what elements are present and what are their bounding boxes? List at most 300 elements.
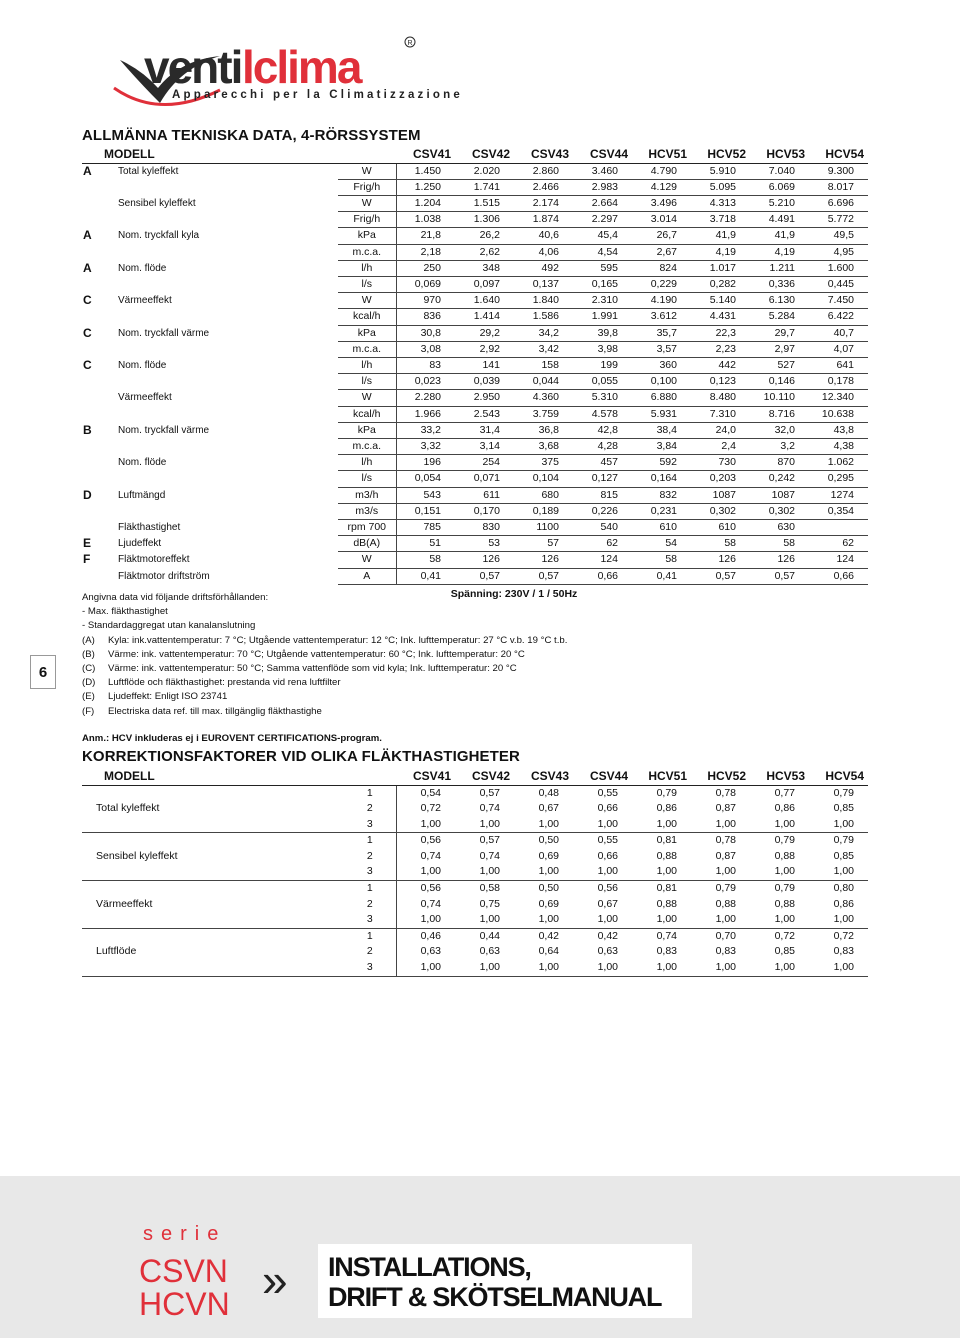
tech-row: [82, 195, 868, 211]
tech-row: [82, 536, 868, 552]
cell-value: 0,336: [750, 276, 809, 292]
cell-value: 4,95: [809, 244, 868, 260]
cell-value: 0,57: [514, 568, 573, 584]
row-unit: l/s: [338, 276, 396, 292]
logo-text-red: lclima: [242, 41, 361, 93]
cell-value: 49,5: [809, 228, 868, 244]
row-unit: W: [338, 163, 396, 179]
cell-value: 5.284: [750, 309, 809, 325]
row-letter: [82, 374, 118, 390]
speed-step: 3: [344, 912, 396, 928]
cell-value: 1.966: [396, 406, 455, 422]
header-model-col: HCV53: [750, 146, 809, 163]
cell-value: 8.480: [691, 390, 750, 406]
cell-value: 0,79: [715, 882, 736, 895]
cell-value: 0,56: [597, 882, 618, 895]
cell-value: 196: [396, 455, 455, 471]
tech-data-title: ALLMÄNNA TEKNISKA DATA, 4-RÖRSSYSTEM: [82, 127, 421, 144]
cell-value: 0,170: [455, 503, 514, 519]
cell-value: 7.450: [809, 293, 868, 309]
voltage-spec: Spänning: 230V / 1 / 50Hz: [450, 587, 578, 600]
cell-value: 832: [632, 487, 691, 503]
serie-label: serie: [143, 1223, 227, 1245]
cell-value: 0,64: [538, 945, 559, 958]
cell-value: 1,00: [691, 912, 750, 928]
cell-value: 360: [632, 357, 691, 373]
row-letter: [82, 341, 118, 357]
corr-row: [82, 785, 868, 801]
cell-value: 1,00: [632, 864, 691, 880]
cell-value: 31,4: [455, 422, 514, 438]
cell-value: 0,164: [632, 471, 691, 487]
cell-value: 5.095: [691, 179, 750, 195]
cell-value: 3.759: [514, 406, 573, 422]
row-letter: [82, 471, 118, 487]
tech-row: [82, 503, 868, 519]
cell-value: 126: [750, 552, 809, 568]
cell-value: [809, 519, 868, 535]
row-label: Nom. tryckfall kyla: [118, 230, 200, 242]
cell-value: 0,178: [809, 374, 868, 390]
row-letter: F: [83, 552, 91, 567]
cell-value: 1,00: [691, 864, 750, 880]
speed-step: 3: [344, 817, 396, 833]
cell-value: 2.297: [573, 212, 632, 228]
row-unit: rpm 700: [338, 519, 396, 535]
row-label: [118, 276, 338, 292]
cell-value: 1.062: [809, 455, 868, 471]
cell-value: 0,41: [632, 568, 691, 584]
cell-value: 0,78: [715, 834, 736, 847]
cell-value: 1,00: [455, 912, 514, 928]
cell-value: 34,2: [514, 325, 573, 341]
cell-value: 0,86: [774, 802, 795, 815]
speed-step: 1: [344, 833, 396, 849]
speed-step: 3: [344, 864, 396, 880]
row-unit: l/s: [338, 471, 396, 487]
row-label: [118, 179, 338, 195]
cell-value: 0,242: [750, 471, 809, 487]
header-model-col: CSV44: [573, 146, 632, 163]
cell-value: 1,00: [750, 912, 809, 928]
cell-value: 8.017: [809, 179, 868, 195]
row-label: Total kyleffekt: [118, 165, 179, 177]
row-letter: C: [83, 357, 92, 372]
speed-step: 2: [344, 897, 396, 913]
row-letter: [82, 309, 118, 325]
note-item: [82, 648, 567, 662]
speed-step: 1: [344, 881, 396, 897]
cell-value: 0,104: [514, 471, 573, 487]
cell-value: 0,63: [420, 945, 441, 958]
row-letter: B: [83, 422, 92, 437]
cell-value: 4,07: [809, 341, 868, 357]
cell-value: 0,071: [455, 471, 514, 487]
cell-value: 1.414: [455, 309, 514, 325]
cell-value: 0,83: [715, 945, 736, 958]
cell-value: 10.638: [809, 406, 868, 422]
cell-value: 0,74: [479, 802, 500, 815]
cell-value: 730: [691, 455, 750, 471]
cell-value: 2.664: [573, 195, 632, 211]
cell-value: 0,54: [420, 786, 441, 799]
cell-value: 0,67: [597, 897, 618, 910]
cell-value: 1.515: [455, 195, 514, 211]
cell-value: 51: [396, 536, 455, 552]
page-number: 6: [30, 655, 56, 689]
cell-value: 1.038: [396, 212, 455, 228]
row-letter: [82, 519, 118, 535]
cell-value: 2.950: [455, 390, 514, 406]
cell-value: 26,7: [632, 228, 691, 244]
cell-value: 0,57: [455, 568, 514, 584]
cell-value: 970: [396, 293, 455, 309]
cell-value: 2,62: [455, 244, 514, 260]
cell-value: 0,86: [833, 897, 854, 910]
cell-value: 1.600: [809, 260, 868, 276]
speed-step: 1: [344, 785, 396, 801]
cell-value: 1,00: [809, 864, 868, 880]
cell-value: 348: [455, 260, 514, 276]
cell-value: 0,75: [479, 897, 500, 910]
cell-value: 7.310: [691, 406, 750, 422]
cell-value: 33,2: [396, 422, 455, 438]
cell-value: 0,83: [656, 945, 677, 958]
tech-row: [82, 374, 868, 390]
cell-value: 1,00: [809, 817, 868, 833]
cell-value: 4.190: [632, 293, 691, 309]
svg-text:R: R: [407, 40, 413, 47]
manual-title-line2: DRIFT & SKÖTSELMANUAL: [328, 1282, 662, 1312]
cell-value: 0,41: [396, 568, 455, 584]
row-label: [118, 212, 338, 228]
model-hcvn: HCVN: [139, 1286, 230, 1322]
cell-value: 62: [809, 536, 868, 552]
cell-value: 0,63: [479, 945, 500, 958]
row-letter: E: [83, 536, 92, 551]
row-unit: W: [338, 293, 396, 309]
cell-value: 0,044: [514, 374, 573, 390]
tech-row: [82, 244, 868, 260]
cell-value: 124: [809, 552, 868, 568]
cell-value: 0,023: [396, 374, 455, 390]
cell-value: 0,87: [715, 802, 736, 815]
tech-row: [82, 406, 868, 422]
cell-value: 3,98: [573, 341, 632, 357]
cell-value: 1,00: [809, 960, 868, 976]
row-label: [118, 503, 338, 519]
cell-value: 0,72: [774, 929, 795, 942]
cell-value: 1,00: [573, 912, 632, 928]
cell-value: 0,69: [538, 897, 559, 910]
tech-row: [82, 455, 868, 471]
cell-value: 0,70: [715, 929, 736, 942]
note-item: [82, 662, 567, 676]
row-letter: A: [83, 163, 92, 178]
header-model-col: CSV41: [396, 146, 455, 163]
cell-value: 0,127: [573, 471, 632, 487]
cell-value: 1274: [809, 487, 868, 503]
cell-value: 0,85: [774, 945, 795, 958]
speed-step: 2: [344, 849, 396, 865]
cell-value: 0,58: [479, 882, 500, 895]
cell-value: 1.640: [455, 293, 514, 309]
cell-value: 2,4: [691, 438, 750, 454]
row-letter: [82, 455, 118, 471]
cell-value: 58: [632, 552, 691, 568]
cell-value: 0,67: [538, 802, 559, 815]
row-label: Fläkthastighet: [118, 521, 181, 533]
cell-value: 0,77: [774, 786, 795, 799]
cell-value: 1.586: [514, 309, 573, 325]
cell-value: 58: [691, 536, 750, 552]
cell-value: 0,81: [656, 834, 677, 847]
cell-value: 12.340: [809, 390, 868, 406]
cell-value: 4.491: [750, 212, 809, 228]
cell-value: 40,6: [514, 228, 573, 244]
corr-row: [82, 881, 868, 897]
cell-value: 610: [632, 519, 691, 535]
row-letter: [82, 568, 118, 584]
tech-header-row: [82, 146, 868, 163]
cell-value: 4.431: [691, 309, 750, 325]
cell-value: 0,295: [809, 471, 868, 487]
cell-value: 62: [573, 536, 632, 552]
cell-value: 3,57: [632, 341, 691, 357]
row-letter: [82, 244, 118, 260]
row-label: [118, 471, 338, 487]
cell-value: 29,7: [750, 325, 809, 341]
cell-value: 1.874: [514, 212, 573, 228]
cell-value: 1,00: [514, 912, 573, 928]
cell-value: 0,48: [538, 786, 559, 799]
cell-value: 0,80: [833, 882, 854, 895]
cell-value: 0,151: [396, 503, 455, 519]
cell-value: 610: [691, 519, 750, 535]
cell-value: 4.360: [514, 390, 573, 406]
cell-value: 2.174: [514, 195, 573, 211]
speed-step: 3: [344, 960, 396, 976]
cell-value: 2.020: [455, 163, 514, 179]
cell-value: 0,302: [750, 503, 809, 519]
corr-row: [82, 928, 868, 944]
cell-value: 4,19: [750, 244, 809, 260]
speed-step: 2: [344, 944, 396, 960]
note-text: Electriska data ref. till max. tillgänglig fläkthastighe: [108, 705, 322, 717]
cell-value: 38,4: [632, 422, 691, 438]
cell-value: 2.466: [514, 179, 573, 195]
cell-value: 0,55: [597, 834, 618, 847]
cell-value: 41,9: [750, 228, 809, 244]
cell-value: 42,8: [573, 422, 632, 438]
cell-value: 41,9: [691, 228, 750, 244]
tech-row: [82, 228, 868, 244]
cell-value: 6.130: [750, 293, 809, 309]
conditions-notes: [82, 591, 567, 719]
cell-value: 9.300: [809, 163, 868, 179]
cell-value: 1087: [691, 487, 750, 503]
cell-value: 0,50: [538, 834, 559, 847]
cell-value: 6.069: [750, 179, 809, 195]
cell-value: 0,56: [420, 882, 441, 895]
cell-value: 1087: [750, 487, 809, 503]
cell-value: 0,203: [691, 471, 750, 487]
cell-value: 0,123: [691, 374, 750, 390]
cell-value: 21,8: [396, 228, 455, 244]
tech-row: [82, 519, 868, 535]
row-letter: [82, 179, 118, 195]
cell-value: 492: [514, 260, 573, 276]
cell-value: 141: [455, 357, 514, 373]
note-text: Ljudeffekt: Enligt ISO 23741: [108, 691, 228, 703]
cell-value: 35,7: [632, 325, 691, 341]
row-label: [118, 309, 338, 325]
cell-value: 3,68: [514, 438, 573, 454]
cell-value: 0,79: [833, 834, 854, 847]
cell-value: 0,44: [479, 929, 500, 942]
row-unit: m3/s: [338, 503, 396, 519]
note-key: (A): [82, 634, 95, 646]
cell-value: 45,4: [573, 228, 632, 244]
row-unit: kPa: [338, 228, 396, 244]
header-model-col: CSV44: [573, 767, 632, 785]
header-model-col: CSV43: [514, 146, 573, 163]
cell-value: 0,78: [715, 786, 736, 799]
tech-row: [82, 325, 868, 341]
note-text: Värme: ink. vattentemperatur: 70 °C; Utgående vattentemperatur: 60 °C; Ink. lufttemperatur: 20 °C: [108, 648, 525, 660]
group-label: Total kyleffekt: [82, 785, 344, 833]
row-unit: m3/h: [338, 487, 396, 503]
cell-value: 0,85: [833, 802, 854, 815]
cell-value: 0,74: [420, 849, 441, 862]
cell-value: 1,00: [514, 864, 573, 880]
cell-value: 3.460: [573, 163, 632, 179]
cell-value: 0,55: [597, 786, 618, 799]
cell-value: 0,66: [573, 568, 632, 584]
cell-value: 1.017: [691, 260, 750, 276]
cell-value: 1,00: [514, 817, 573, 833]
cell-value: 5.772: [809, 212, 868, 228]
cell-value: 0,88: [774, 849, 795, 862]
cell-value: 540: [573, 519, 632, 535]
cell-value: 0,055: [573, 374, 632, 390]
cell-value: 0,054: [396, 471, 455, 487]
cell-value: 3.718: [691, 212, 750, 228]
cell-value: 543: [396, 487, 455, 503]
row-letter: C: [83, 325, 92, 340]
cell-value: 1.450: [396, 163, 455, 179]
tech-row: [82, 568, 868, 584]
row-letter: [82, 276, 118, 292]
cell-value: 1100: [514, 519, 573, 535]
row-label: Sensibel kyleffekt: [118, 197, 196, 209]
cell-value: 22,3: [691, 325, 750, 341]
cell-value: 158: [514, 357, 573, 373]
cell-value: 1,00: [691, 817, 750, 833]
note-key: (F): [82, 705, 95, 717]
cell-value: 43,8: [809, 422, 868, 438]
group-label: Värmeeffekt: [82, 881, 344, 929]
eurovent-note: Anm.: HCV inkluderas ej i EUROVENT CERTIFICATIONS-program.: [82, 733, 382, 744]
cell-value: 0,229: [632, 276, 691, 292]
row-label: Nom. tryckfall värme: [118, 424, 210, 436]
note-item: [82, 705, 567, 719]
note-text: Värme: ink. vattentemperatur: 50 °C; Samma vattenflöde som vid kyla; Ink. lufttemperatur: 20 °C: [108, 663, 517, 675]
header-modell: MODELL: [82, 146, 396, 163]
cell-value: 126: [691, 552, 750, 568]
cell-value: 1,00: [396, 817, 455, 833]
cell-value: 24,0: [691, 422, 750, 438]
model-csvn: CSVN: [139, 1253, 228, 1289]
group-label: Luftflöde: [82, 928, 344, 976]
cell-value: 0,42: [538, 929, 559, 942]
note-key: (E): [82, 691, 95, 703]
cell-value: 0,069: [396, 276, 455, 292]
cell-value: 1,00: [573, 817, 632, 833]
header-model-col: CSV41: [396, 767, 455, 785]
cell-value: 442: [691, 357, 750, 373]
cell-value: 54: [632, 536, 691, 552]
cell-value: 254: [455, 455, 514, 471]
row-unit: Frig/h: [338, 212, 396, 228]
cell-value: 250: [396, 260, 455, 276]
cell-value: 3,32: [396, 438, 455, 454]
cell-value: 630: [750, 519, 809, 535]
correction-title: KORREKTIONSFAKTORER VID OLIKA FLÄKTHASTIGHETER: [82, 748, 520, 765]
cell-value: 0,74: [479, 849, 500, 862]
row-label: [118, 374, 338, 390]
header-model-col: CSV42: [455, 146, 514, 163]
note-intro-line: - Max. fläkthastighet: [82, 606, 168, 618]
cell-value: 1.991: [573, 309, 632, 325]
cell-value: 0,66: [597, 849, 618, 862]
header-model-col: HCV54: [809, 767, 868, 785]
header-model-col: HCV54: [809, 146, 868, 163]
row-unit: m.c.a.: [338, 341, 396, 357]
cell-value: 4,54: [573, 244, 632, 260]
cell-value: 0,302: [691, 503, 750, 519]
row-letter: A: [83, 260, 92, 275]
row-unit: A: [338, 568, 396, 584]
cell-value: 1,00: [750, 817, 809, 833]
cell-value: 0,63: [597, 945, 618, 958]
cell-value: 1,00: [396, 960, 455, 976]
cell-value: 32,0: [750, 422, 809, 438]
tech-row: [82, 260, 868, 276]
cell-value: 0,72: [833, 929, 854, 942]
cell-value: 1,00: [750, 864, 809, 880]
cell-value: 58: [396, 552, 455, 568]
cell-value: 1.250: [396, 179, 455, 195]
cell-value: 0,66: [809, 568, 868, 584]
note-item: [82, 634, 567, 648]
cell-value: 57: [514, 536, 573, 552]
cell-value: 30,8: [396, 325, 455, 341]
cell-value: 2,97: [750, 341, 809, 357]
cell-value: 1,00: [809, 912, 868, 928]
cell-value: 2.983: [573, 179, 632, 195]
cell-value: 0,83: [833, 945, 854, 958]
cell-value: 1,00: [455, 817, 514, 833]
cell-value: 1,00: [396, 864, 455, 880]
cell-value: 1,00: [632, 912, 691, 928]
cell-value: 3,14: [455, 438, 514, 454]
cell-value: 0,86: [656, 802, 677, 815]
row-letter: A: [83, 228, 92, 243]
cell-value: 3,2: [750, 438, 809, 454]
header-model-col: CSV42: [455, 767, 514, 785]
row-letter: C: [83, 293, 92, 308]
